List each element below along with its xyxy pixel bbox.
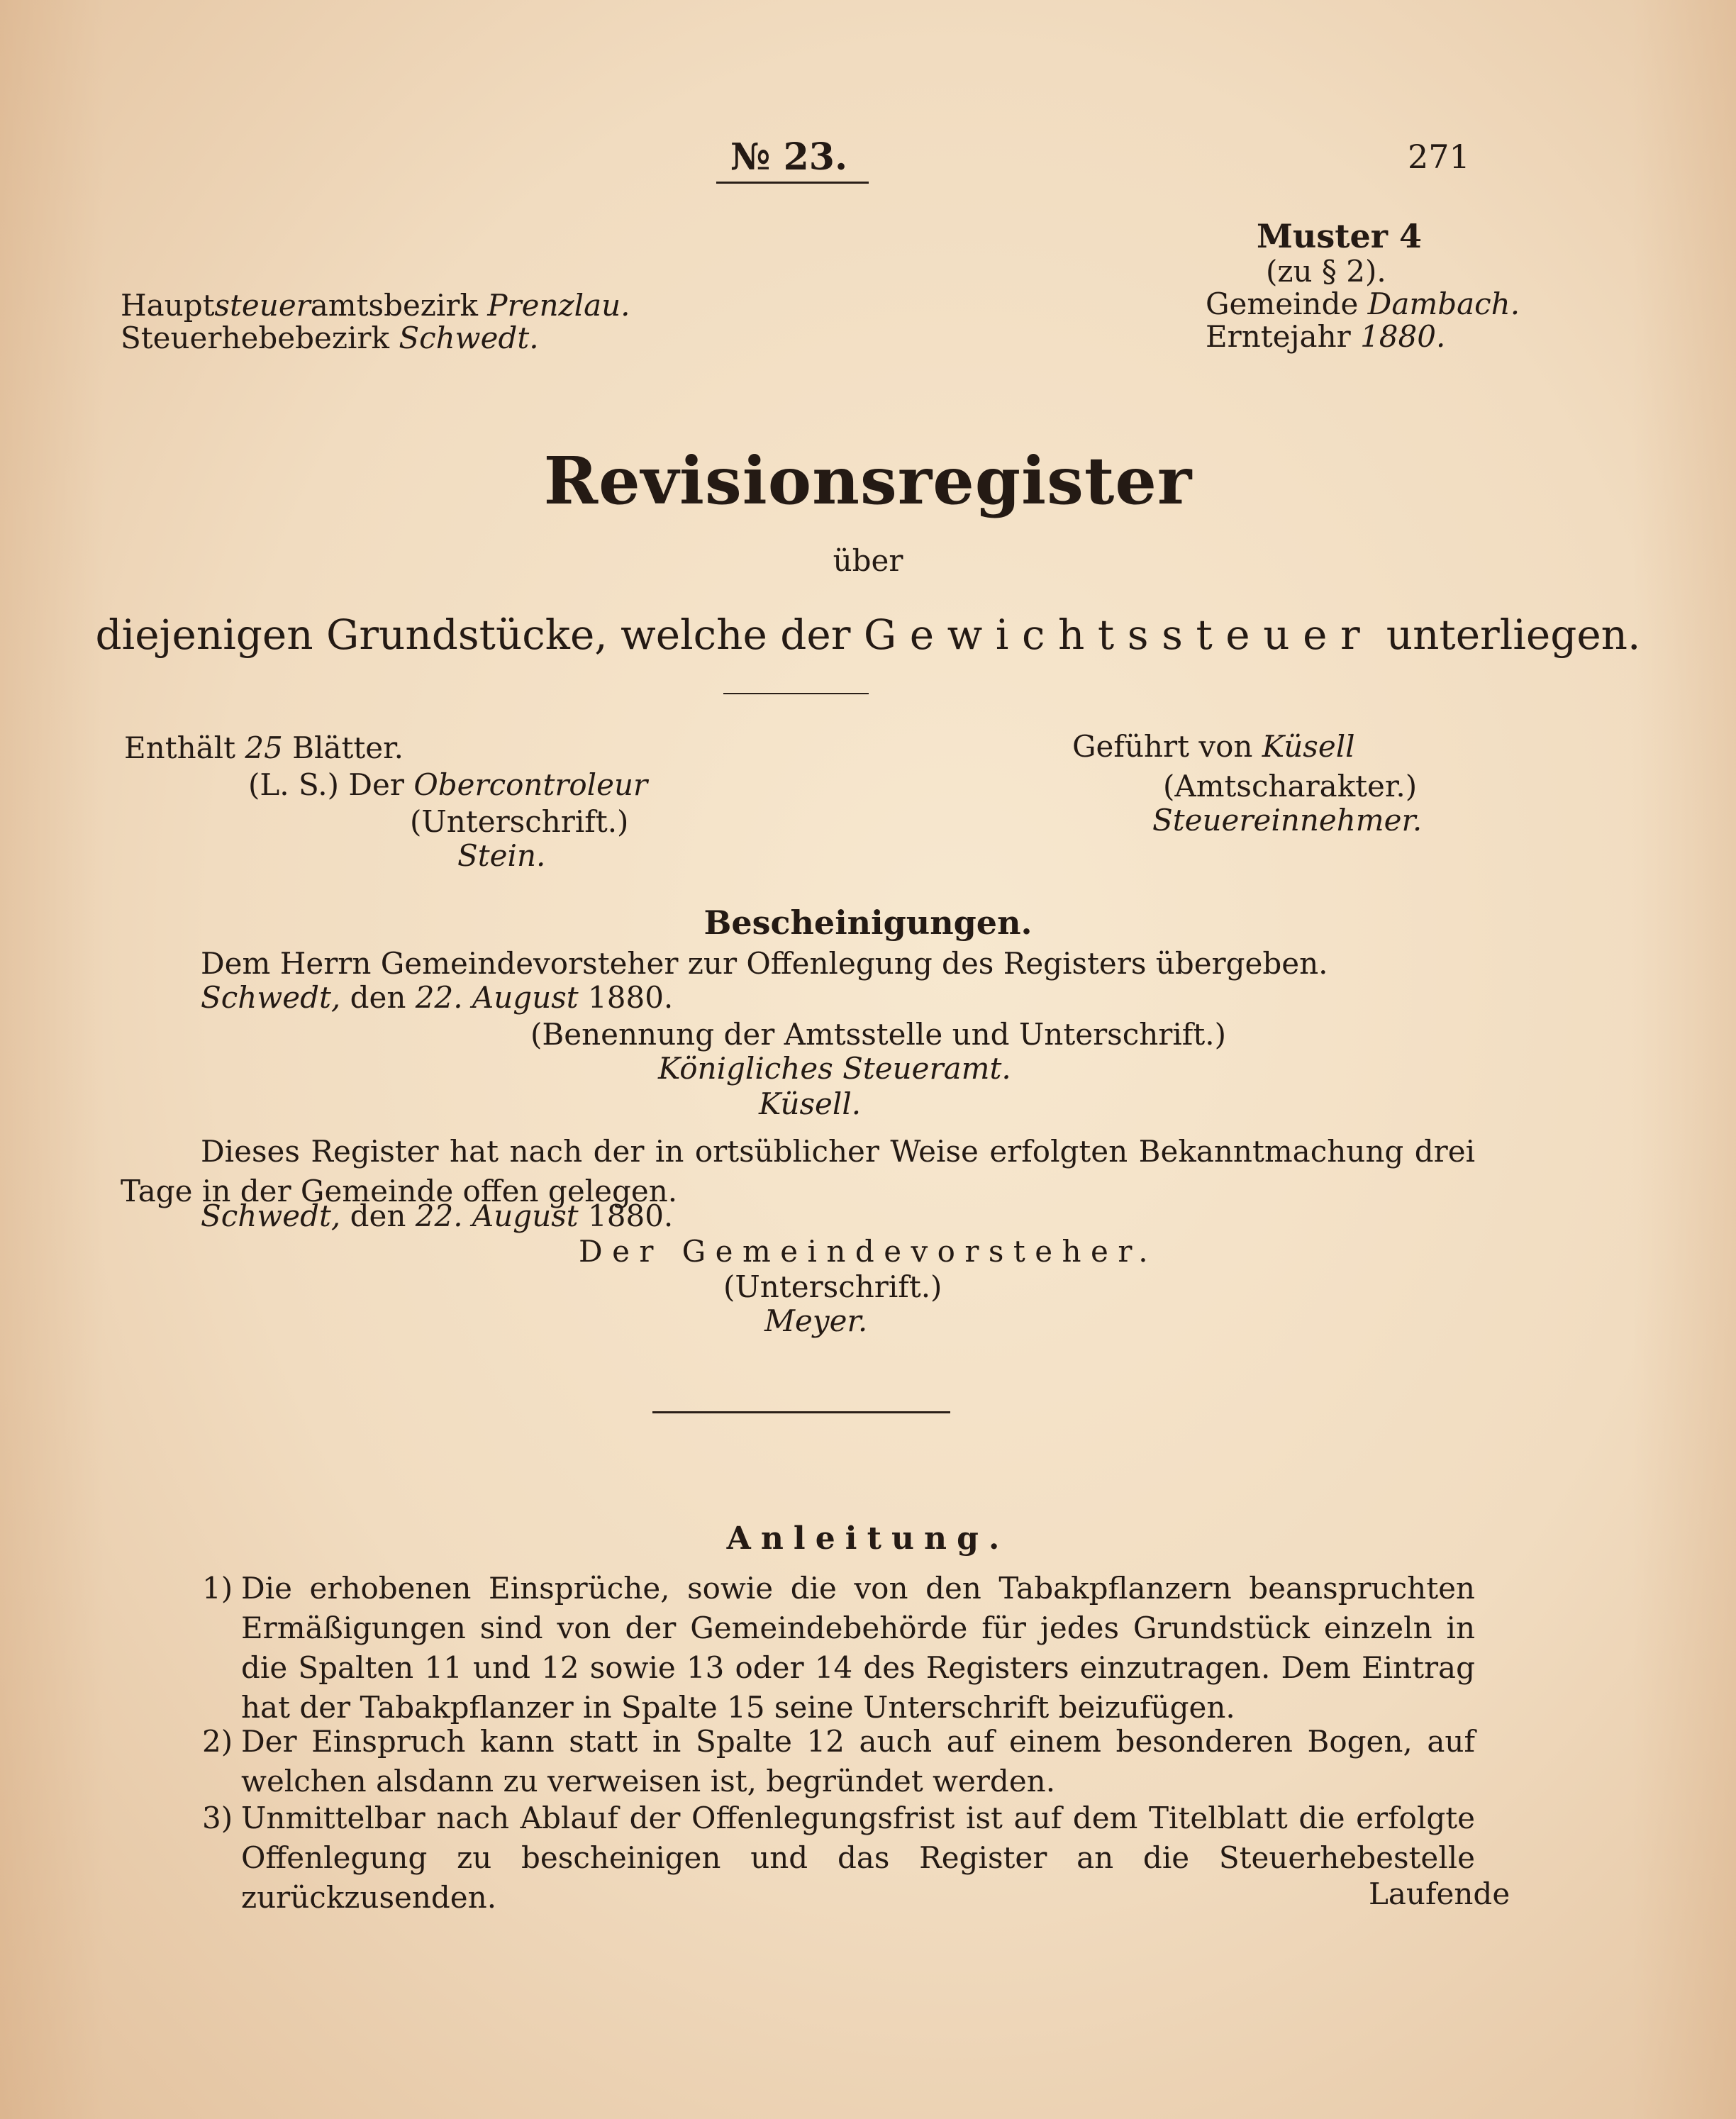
muster-label: Muster 4: [1257, 217, 1423, 255]
gefuehrt-label: Geführt von: [1072, 729, 1253, 764]
seal-ls: (L. S.): [248, 767, 339, 802]
instruction-number-3: 3): [202, 1801, 233, 1835]
obercontroleur-label: Obercontroleur: [413, 767, 648, 802]
subtitle-part-c: unterliegen.: [1386, 611, 1641, 659]
den-1: den: [350, 980, 406, 1015]
offenlegung-paragraph: Dieses Register hat nach der in ortsüblicher Weise erfolgten Bekanntmachung drei Tage in der Gemeinde offen gelegen.: [121, 1134, 1475, 1208]
instruction-item-1: Die erhobenen Einsprüche, sowie die von den Tabakpflanzern beanspruchten Ermäßigungen sind von der Gemeindebehörde für jedes Grundstück einzeln in die Spalten 11 und 12 sowie 13 oder 14 des Registers einzutragen. Dem Eintrag hat der Tabakpflanzer in Spalte 15 seine Unterschrift beizufügen.: [241, 1571, 1475, 1725]
der-label: Der: [348, 767, 404, 802]
hauptsteuer-prefix: Haupt: [121, 288, 215, 323]
gazette-number: № 23.: [730, 135, 848, 179]
page-number: 271: [1408, 138, 1470, 176]
unterschrift-label-2: (Unterschrift.): [723, 1269, 942, 1304]
gemeindevorsteher-label: Der Gemeindevorsteher.: [578, 1234, 1158, 1269]
gefuehrt-line: [1072, 729, 1355, 764]
enthaelt-line: [124, 730, 404, 765]
enthaelt-value: 25: [245, 730, 283, 765]
subtitle-part-b: Gewichtssteuer: [863, 611, 1374, 659]
steueramt-label: Königliches Steueramt.: [658, 1051, 1011, 1086]
place-1: Schwedt,: [201, 980, 341, 1015]
bescheinigungen-heading: Bescheinigungen.: [703, 903, 1033, 942]
steueramt-signer: Küsell.: [759, 1086, 862, 1121]
section-divider: [652, 1411, 950, 1413]
erntejahr-line: [1206, 319, 1446, 354]
gemeindevorsteher-signer: Meyer.: [764, 1303, 868, 1338]
steuerhebebezirk-value: Schwedt.: [399, 321, 539, 355]
den-2: den: [350, 1198, 406, 1233]
hauptsteuer-value: Prenzlau.: [487, 288, 630, 323]
muster-ref: (zu § 2).: [1266, 254, 1386, 289]
bescheinigung-date-1: [201, 980, 674, 1015]
steuerhebebezirk-label: Steuerhebebezirk: [121, 321, 389, 355]
title-divider: [723, 693, 869, 694]
date-2: 22. August: [415, 1198, 579, 1233]
erntejahr-label: Erntejahr: [1206, 319, 1351, 354]
gefuehrt-value: Küsell: [1262, 729, 1355, 764]
instruction-item-3: Unmittelbar nach Ablauf der Offenlegungsfrist ist auf dem Titelblatt die erfolgte Offenlegung zu bescheinigen und das Register an die Steuerhebestelle zurückzusenden.: [241, 1801, 1475, 1915]
anleitung-heading: Anleitung.: [726, 1520, 1010, 1557]
benennung-label: (Benennung der Amtsstelle und Unterschrift.): [530, 1017, 1226, 1052]
gemeinde-line: [1206, 289, 1520, 319]
year-2: 1880.: [588, 1198, 674, 1233]
seal-line: [248, 767, 648, 802]
steuereinnehmer-label: Steuereinnehmer.: [1152, 803, 1423, 838]
steuerhebebezirk-line: [121, 323, 539, 353]
subtitle-part-a: diejenigen Grundstücke, welche der: [95, 611, 851, 659]
gemeinde-label: Gemeinde: [1206, 287, 1359, 321]
document-subtitle: [0, 611, 1736, 659]
enthaelt-label: Enthält: [124, 730, 235, 765]
instruction-number-2: 2): [202, 1724, 233, 1759]
document-title: Revisionsregister: [543, 443, 1193, 519]
amtscharakter-label: (Amtscharakter.): [1163, 769, 1418, 803]
hauptsteueramtsbezirk-line: [121, 288, 630, 323]
instruction-number-1: 1): [202, 1571, 233, 1606]
gazette-number-underline: [716, 182, 869, 184]
bescheinigung-date-2: [201, 1198, 674, 1233]
title-uber: über: [833, 543, 903, 578]
hauptsteuer-mid: steuer: [214, 288, 311, 323]
bescheinigung-line-1: Dem Herrn Gemeindevorsteher zur Offenlegung des Registers übergeben.: [201, 946, 1328, 981]
hauptsteuer-suffix: amtsbezirk: [310, 288, 478, 323]
gemeinde-value: Dambach.: [1367, 287, 1520, 321]
obercontroleur-name: Stein.: [457, 838, 546, 873]
blaetter-label: Blätter.: [292, 730, 404, 765]
place-2: Schwedt,: [201, 1198, 341, 1233]
catchword: Laufende: [1369, 1876, 1510, 1911]
unterschrift-label-1: (Unterschrift.): [410, 804, 629, 839]
instruction-item-2: Der Einspruch kann statt in Spalte 12 auch auf einem besonderen Bogen, auf welchen alsdann zu verweisen ist, begründet werden.: [241, 1724, 1475, 1798]
date-1: 22. August: [415, 980, 579, 1015]
erntejahr-value: 1880.: [1360, 319, 1446, 354]
year-1: 1880.: [588, 980, 674, 1015]
